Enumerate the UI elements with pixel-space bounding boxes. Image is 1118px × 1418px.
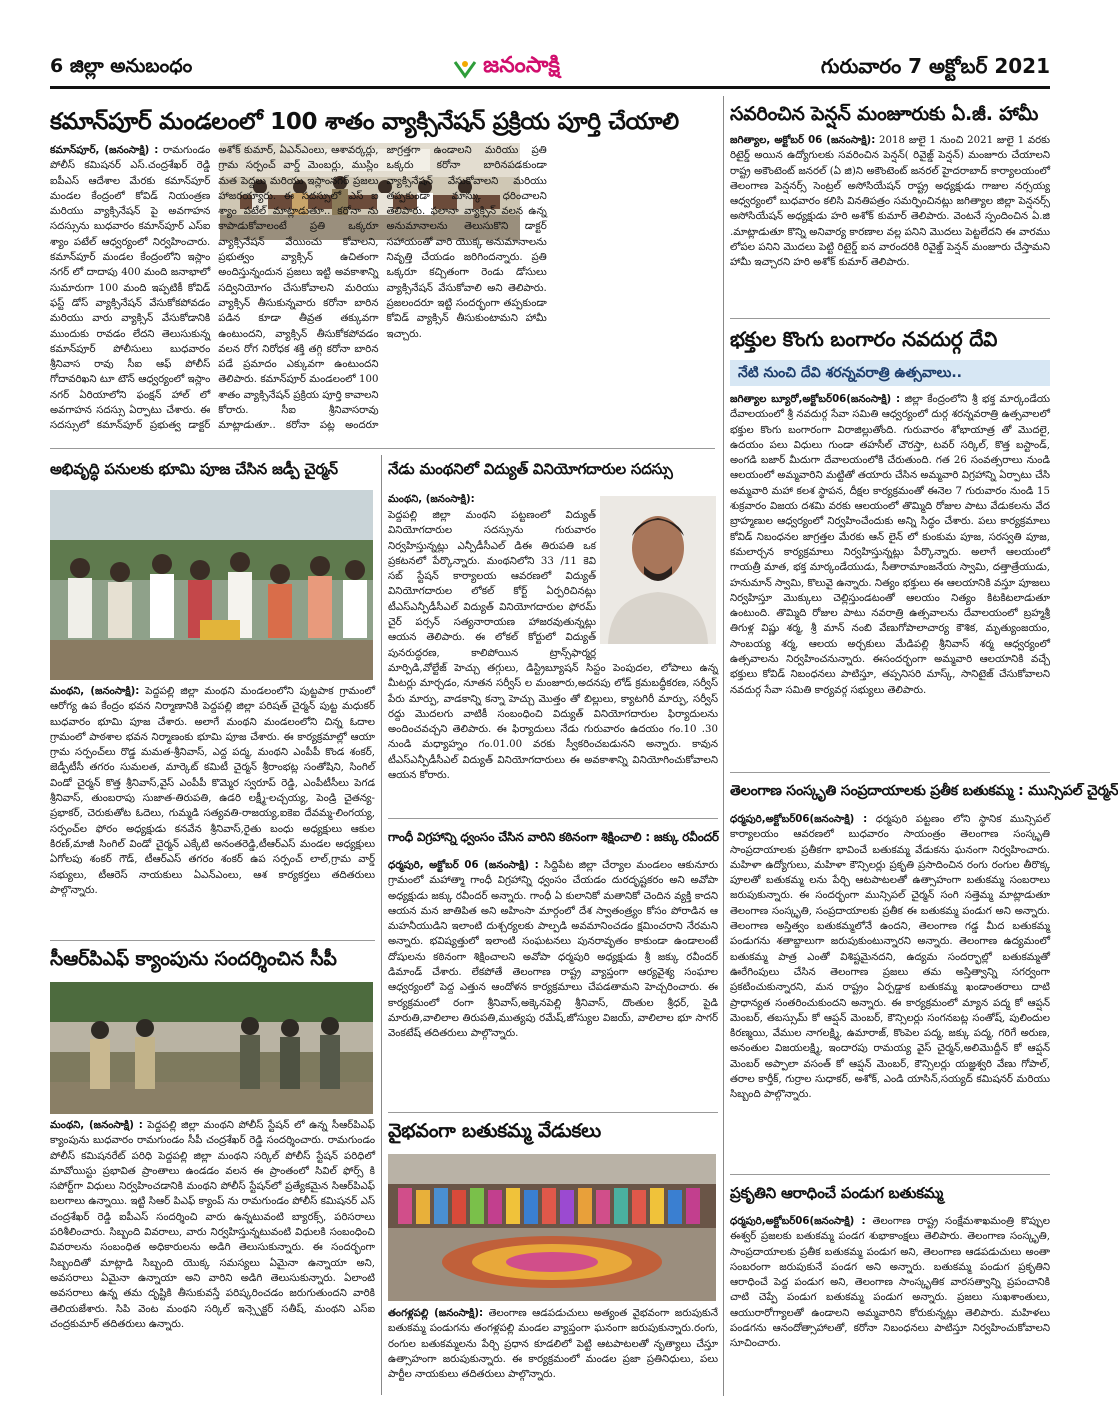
headline: సవరించిన పెన్షన్ మంజూరుకు ఏ.జీ. హామీ bbox=[730, 103, 1039, 125]
article-pension-headline bbox=[730, 101, 1050, 131]
logo-mark-icon bbox=[453, 58, 477, 78]
dateline: తంగళ్లపల్లి (జనంసాక్షి): bbox=[388, 1308, 484, 1319]
article-electricity-headline bbox=[388, 458, 718, 486]
article-gandhi bbox=[388, 858, 718, 1108]
headline: భక్తుల కొంగు బంగారం నవదుర్గ దేవి bbox=[730, 327, 998, 351]
section-divider bbox=[388, 1112, 718, 1113]
headline: తెలంగాణ సంస్కృతి సంప్రదాయాలకు ప్రతీక బతుకమ్మ : మున్సిపల్ చైర్మన్ bbox=[730, 783, 1118, 799]
article-celebrations bbox=[388, 1306, 718, 1402]
article-body: జిల్లా కేంద్రంలోని శ్రీ భక్త మార్కండేయ దేవాలయంలో శ్రీ నవదుర్గ సేవా సమితి ఆధ్వర్యంలో దుర్గ శరన్నవరాత్రి ఉత్సవాలలో భక్తుల కొంగు బంగారంగా విరాజిల్లుతోంది. గురువారం శోభాయాత్ర తో మొదలై, ఉదయం పలు విధులు గుండా తహసీల్ చౌరస్తా, టవర్ సర్కిల్, కొత్త బస్టాండ్, అంగడి బజార్ మీదుగా దేవాలయంలోకి చేరుతుంది. గత 26 సంవత్సరాలు నుండి ఆలయంలో అమ్మవారిని మట్టితో తయారు చేసిన అమ్మవారి విగ్రహాన్ని ఏర్పాటు చేసి అమ్మవారి మహా కలశ స్థాపన, దీక్షల కార్యక్రమంతో ఈనెల 7 గురువారం నుండి 15 శుక్రవారం విజయ దశమి వరకు ఆలయంలో తొమ్మిది రోజుల పాటు వేడుకలను వేద బ్రాహ్మణుల ఆధ్వర్యంలో నిర్వహించేందుకు అన్ని సిద్ధం చేశారు. పలు కార్యక్రమాలు కోవిడ్ నిబంధనల జాగ్రత్తల మేరకు ఆన్ లైన్ లో కుంకుమ పూజ, సరస్వతి పూజ, కమలార్చన కార్యక్రమాలు నిర్వహిస్తున్నట్లు పేర్కొన్నారు. అలాగే ఆలయంలో గాయత్రీ మాత, భక్త మార్కండేయుడు, సీతారామాంజనేయ స్వామి, దత్తాత్రేయుడు, హనుమాన్ స్వామి, కొలువై ఉన్నారు. నిత్యం భక్తులు ఈ ఆలయానికి వస్తూ పూజలు నిర్వహిస్తూ మొక్కులు చెల్లిస్తుండటంతో ఆలయం నిత్యం కిటకిటలాడుతూ ఉంటుంది. తొమ్మిది రోజుల పాటు నవరాత్రి ఉత్సవాలను దేవాలయంలో బ్రహ్మశ్రీ తిగుళ్ల విష్ణు శర్మ, శ్రీ మాన్ నంబి వేణుగోపాలాచార్య కౌశిక, మృత్యుంజయం, సాంబయ్య శర్మ, ఆలయ అర్చకులు మేడిపల్లి శ్రీనివాస్ శర్మ ఆధ్వర్యంలో ఉత్సవాలను నిర్వహించనున్నారు. ఈసందర్భంగా అమ్మవారి ఆలయానికి వచ్చే భక్తులు కోవిడ్ నిబంధనలు పాటిస్తూ, తప్పనిసరి మాస్క్, సానిటైజ్ చేసుకోవాలని నవదుర్గ సేవా సమితి కార్యవర్గ సభ్యులు తెలిపారు. bbox=[730, 394, 1050, 696]
headline: నేడు మంథనిలో విద్యుత్ వినియోగదారుల సదస్సు bbox=[388, 460, 673, 478]
section-divider bbox=[730, 318, 1050, 319]
article-body: సిద్దిపేట జిల్లా చేర్యాల మండలం ఆకునూరు గ్రామంలో మహాత్మా గాంధీ విగ్రహాన్ని ధ్వంసం చేయడం దురదృష్టకరం అని అవోపా అధ్యక్షుడు జక్కు రవీందర్ అన్నారు. గాంధీ ఏ కులానికో మతానికో చెందిన వ్యక్తి కాదని ఆయన మన జాతిపిత అని అహింసా మార్గంలో దేశ స్వాతంత్ర్యం కోసం పోరాడిన ఆ మహనీయుడిని ఇలాంటి దుశ్చర్యలకు పాల్పడి అవమానించడం క్షమించరాని నేరమని అన్నారు. భవిష్యత్తులో ఇలాంటి సంఘటనలు పునరావృతం కాకుండా ఉండాలంటే దోషులను కఠినంగా శిక్షించాలని అవోపా ధర్మపురి అధ్యక్షుడు శ్రీ జక్కు రవీందర్ డిమాండ్ చేశారు. లేకపోతే తెలంగాణ రాష్ట్ర వ్యాప్తంగా ఆర్యవైశ్య సంఘాల ఆధ్వర్యంలో పెద్ద ఎత్తున ఆందోళన కార్యక్రమాలు చేపడతామని హెచ్చరించారు. ఈ కార్యక్రమంలో రంగా శ్రీనివాస్,అక్కెనపెల్లి శ్రీనివాస్, దొంతుల శ్రీధర్, పైడి మారుతి,వాలిలాల తిరుపతి,ముత్యపు రమేష్,జోస్యుల విజయ్, వాలిలాల భూ సాగర్ వెంకటేష్ తదితరులు పాల్గొన్నారు. bbox=[388, 860, 718, 1040]
dateline: మంథని, (జనంసాక్షి): bbox=[388, 494, 475, 505]
article-navadurga-headline bbox=[730, 326, 1050, 356]
article-bhoomi-puja-headline bbox=[50, 458, 375, 486]
article-electricity bbox=[388, 508, 718, 814]
crpf-camp-photo bbox=[50, 982, 373, 1114]
logo-text: జనంసాక్షి bbox=[483, 53, 561, 78]
article-bhoomi-puja bbox=[50, 684, 375, 936]
masthead bbox=[50, 52, 1050, 84]
article-body: పెద్దపల్లి జిల్లా మంథని పట్టణంలో విద్యుత్ వినియోగదారుల సదస్సును గురువారం నిర్వహిస్తున్నట్లు ఎన్పీడీసీఎల్ డిఈ తిరుపతి ఒక ప్రకటనలో పేర్కొన్నారు. మంథనిలోని 33 /11 కెవి సబ్ స్టేషన్ కార్యాలయ ఆవరణలో విద్యుత్ వినియోగదారుల లోకల్ కోర్ట్ ఏర్పరిచినట్లు టీఎస్ఎన్పీడీసీఎల్ విద్యుత్ వినియోగదారుల ఫోరమ్ చైర్ పర్సన్ సత్యనారాయణ హాజరవుతున్నట్లు ఆయన తెలిపారు. ఈ లోకల్ కోర్టులో విద్యుత్ పునరుద్ధరణ, కాలిపోయిన ట్రాన్స్‌ఫార్మర్ల మార్పిడి,వోల్టేజ్ హెచ్చు తగ్గులు, డిస్ట్రిబ్యూషన్ సిస్టం పెంపుదల, లోపాలు ఉన్న మీటర్లు మార్చడం, నూతన సర్వీస్ ల మంజూరు,అదనపు లోడ్ క్రమబద్ధీకరణ, సర్వీస్ పేరు మార్పు, వాడకాన్ని కన్నా హెచ్చు మొత్తం తో బిల్లులు, క్యాటగిరీ మార్పు, సర్వీస్ రద్దు మొదలగు వాటికీ సంబంధించి విద్యుత్ వినియోగదారుల ఫిర్యాదులను అందించవచ్చని తెలిపారు. ఈ ఫిర్యాదులు నేడు గురువారం ఉదయం గం.10 .30 నుండి మధ్యాహ్నం గం.01.00 వరకు స్వీకరించబడునని అన్నారు. కావున టీఎస్ఎన్పీడీసీఎల్ విద్యుత్ వినియోగదారులు ఈ అవకాశాన్ని వినియోగించుకోవాలని ఆయన కోరారు. bbox=[388, 510, 718, 782]
bathukamma-celebration-photo bbox=[388, 1154, 716, 1301]
headline: వైభవంగా బతుకమ్మ వేడుకలు bbox=[388, 1120, 602, 1142]
article-body: పెద్దపల్లి జిల్లా మంథని మండలంలోని పుట్టపాక గ్రామంలో ఆరోగ్య ఉప కేంద్రం భవన నిర్మాణానికి పెద్దపల్లి జిల్లా పరిషత్ చైర్మన్ పుట్ట మధుకర్ బుధవారం భూమి పూజ చేశారు. అలాగే మంథని మండలంలోని చిన్న ఓదాల గ్రామంలో పాఠశాల భవన నిర్మాణంకు భూమి పూజ చేశారు. ఈ కార్యక్రమాల్లో ఆయా గ్రామ సర్పంచ్‌లు రొడ్డ మమత-శ్రీనివాస్, ఎద్ద పద్మ, మంథని ఎంపీపీ కొండ శంకర్, జెడ్పీటీసీ తగరం సుమలత, మార్కెట్ కమిటీ చైర్మన్ శ్రీరాంభట్ల సంతోషిని, సింగిల్ విండో చైర్మన్ కొత్త శ్రీనివాస్,వైస్ ఎంపీపీ కొమ్మెర స్వరూప్ రెడ్డి, ఎంపీటీసీలు పెగడ శ్రీనివాస్, తుంబరాపు సుజాత-తిరుపతి, ఉడరి లక్ష్మీ-లచ్చయ్య, పెండ్రి చైతన్య-ప్రభాకర్, చెరుకుతోట ఓదెలు, గుమ్మడి సత్యవతి-రాజయ్య,ఐకెఐ దేవమ్మ-లింగయ్య, సర్పంచ్‌ల ఫోరం అధ్యక్షుడు కనవేన శ్రీనివాస్,రైతు బంధు అధ్యక్షులు ఆకుల కిరణ్,మాజీ సింగిల్ విండో చైర్మన్ ఎక్కేటి అనంతరెడ్డి,టీఆర్ఎస్ మండల అధ్యక్షులు ఏగోలపు శంకర్ గౌడ్, టీఆర్ఎస్ తగరం శంకర్ ఉప సర్పంచ్ లాల్,గ్రామ వార్డ్ సభ్యులు, టీఆరెస్ నాయకులు ఏఎన్ఎంలు, ఆశ కార్యకర్తలు తదితరులు పాల్గొన్నారు. bbox=[50, 686, 375, 896]
article-nature bbox=[730, 1214, 1050, 1402]
section-divider bbox=[388, 818, 718, 819]
dateline: ధర్మపురి, అక్టోబర్ 06 (జనంసాక్షి) : bbox=[388, 860, 539, 871]
dateline: ధర్మపురి,అక్టోబర్06(జనంసాక్షి) : bbox=[730, 814, 868, 825]
headline: గాంధీ విగ్రహాన్ని ధ్వంసం చేసిన వారిని కఠినంగా శిక్షించాలి : జక్కు రవీందర్ bbox=[388, 830, 719, 844]
section-divider bbox=[50, 940, 375, 941]
article-celebrations-headline bbox=[388, 1118, 718, 1148]
section-divider bbox=[730, 772, 1050, 773]
article-vaccination bbox=[50, 143, 715, 443]
article-body: తెలంగాణ రాష్ట్ర సంక్షేమశాఖమంత్రి కొప్పుల ఈశ్వర్ ప్రజలకు బతుకమ్మ పండగ శుభాకాంక్షలు తెలిపారు. తెలంగాణ సంస్కృతి, సాంప్రదాయాలకు ప్రతీక బతుకమ్మ పండుగ అని, తెలంగాణ ఆడపడుచులు అంతా సంబరంగా జరుపుకునే పండగ అని అన్నారు. బతుకమ్మ పండుగ ప్రకృతిని ఆరాధించే పెద్ద పండుగ అని, తెలంగాణ సాంస్కృతిక వారసత్వాన్ని ప్రపంచానికి చాటి చెప్పే పండుగ బతుకమ్మ పండుగ అన్నారు. ప్రజలు సుఖశాంతులు, ఆయురారోగ్యాలతో ఉండాలని అమ్మవారిని కోరుకున్నట్లు తెలిపారు. మహిళలు పండగను ఆనందోత్సాహాలతో, కరోనా నిబంధనలు పాటిస్తూ నిర్వహించుకోవాలని సూచించారు. bbox=[730, 1216, 1050, 1350]
article-vaccination-headline bbox=[50, 105, 715, 139]
newspaper-logo bbox=[453, 53, 560, 83]
article-crpf-headline bbox=[50, 946, 375, 976]
headline: ప్రకృతిని ఆరాధించే పండుగ బతుకమ్మ bbox=[730, 1184, 944, 1202]
article-navadurga bbox=[730, 392, 1050, 766]
article-municipal-headline bbox=[730, 780, 1118, 808]
article-body: 2018 జులై 1 నుంచి 2021 జులై 1 వరకు రిటైర్డ్ అయిన ఉద్యోగులకు సవరించిన పెన్షన్( రివైజ్డ్ పెన్షన్) మంజూరు చేయాలని రాష్ట్ర అకౌంటెంట్ జనరల్ (ఏ జి)ని అకౌంటెంట్ జనరల్ హైదరాబాద్ కార్యాలయంలో తెలంగాణ పెన్షనర్స్ సెంట్రల్ అసోసియేషన్ రాష్ట్ర అధ్యక్షుడు గాజుల నర్సయ్య ఆధ్వర్యంలో బుధవారం కలిసి వినతిపత్రం సమర్పించినట్లు జగిత్యాల జిల్లా పెన్షనర్స్ అసోసియేషన్ అధ్యక్షుడు హరి అశోక్ కుమార్ తెలిపారు. వెంటనే స్పందించిన ఏ.జి .మాట్లాడుతూ కొన్ని అనివార్య కారణాల వల్ల పనిని మొదలు పెట్టలేదని ఈ వారము లోపల పనిని మొదలు పెట్టి రిటైర్డ్ ఐన వారందరికి రివైజ్డ్ పెన్షన్ మంజూరు చేస్తామని హామీ ఇచ్చారని హరి అశోక్ కుమార్ తెలిపారు. bbox=[730, 135, 1050, 269]
article-crpf bbox=[50, 1118, 375, 1400]
article-gandhi-headline bbox=[388, 826, 718, 854]
dateline: కమాన్‌పూర్, (జనంసాక్షి) : bbox=[50, 145, 159, 156]
issue-date: గురువారం 7 అక్టోబర్ 2021 bbox=[820, 53, 1050, 78]
article-body: తెలంగాణ ఆడపడుచులు అత్యంత వైభవంగా జరుపుకునే బతుకమ్మ పండుగను తంగళ్లపల్లి మండల వ్యాప్తంగా ఘనంగా జరుపుకున్నారు.రంగు, రంగుల బతుకమ్మలను పేర్చి ప్రధాన కూడలిలో పెట్టి ఆటపాటలతో నృత్యాలు చేస్తూ ఉత్సాహంగా జరుపుకున్నారు. ఈ కార్యక్రమంలో మండల ప్రజా ప్రతినిధులు, పలు పార్టీల నాయకులు తదితరులు పాల్గొన్నారు. bbox=[388, 1308, 718, 1381]
dateline: జగిత్యాల బ్యూరో,అక్టోబర్06(జనంసాక్షి) : bbox=[730, 394, 901, 405]
photo-spacer bbox=[596, 508, 718, 648]
column-divider bbox=[381, 455, 382, 1395]
headline: సీఆర్‌పిఎఫ్ క్యాంపును సందర్శించిన సీపీ bbox=[50, 948, 337, 970]
dateline: మంథని, (జనంసాక్షి) : bbox=[50, 1120, 143, 1131]
dateline: మంథని, (జనంసాక్షి): bbox=[50, 686, 140, 697]
masthead-rule bbox=[50, 86, 1050, 89]
headline: అభివృద్ధి పనులకు భూమి పూజ చేసిన జడ్పీ చైర్మన్ bbox=[50, 460, 338, 478]
article-nature-headline bbox=[730, 1182, 1050, 1212]
headline: కమాన్‌పూర్ మండలంలో 100 శాతం వ్యాక్సినేషన్ ప్రక్రియ పూర్తి చేయాలి bbox=[50, 109, 679, 135]
section-divider bbox=[730, 1174, 1050, 1175]
article-body: రామగుండం పోలీస్ కమిషనర్ ఎస్.చంద్రశేఖర్ రెడ్డి ఐపీఎస్ ఆదేశాల మేరకు కమాన్‌పూర్ మండల కేంద్రంలో కోవిడ్ నియంత్రణ మరియు వ్యాక్సినేషన్ పై అవగాహన సదస్సును బుధవారం కమాన్‌పూర్ ఎస్ఐ శ్యాం పటేల్ ఆధ్వర్యంలో నిర్వహించారు. కమాన్‌పూర్ మండల కేంద్రంలోని ఇస్లాం నగర్ లో దాదాపు 400 మంది జనాభాలో సుమారుగా 100 మంది ఇప్పటికీ కోవిడ్ ఫస్ట్ డోస్ వ్యాక్సినేషన్ వేసుకోకపోవడం మరియు వారు వ్యాక్సిన్ వేసుకోడానికి ముందుకు రావడం లేదని తెలుసుకున్న కమాన్‌పూర్ పోలీసులు బుధవారం శ్రీనివాస రావు సీఐ ఆఫ్ పోలీస్ గోదావరిఖని టూ టౌన్ ఆధ్వర్యంలో ఇస్లాం నగర్ ఏరియాలోని ఫంక్షన్ హాల్ లో అవగాహన సదస్సు ఏర్పాటు చేశారు. ఈ సదస్సులో కమాన్‌పూర్ ప్రభుత్వ డాక్టర్ అశోక్ కుమార్, ఏఎన్ఎంలు, ఆశావర్కర్లు, గ్రామ సర్పంచ్ వార్డ్ మెంబర్లు, ముస్లిం మత పెద్దలు మరియు ఇస్లాంనగర్ ప్రజలు హాజరయ్యారు. ఈ సదస్సులో ఎస్ ఐ శ్యాం పటేల్ మాట్లాడుతూ.. కరోనా ను కాపాడుకోవాలంటే ప్రతి ఒక్కరూ వ్యాక్సినేషన్ వేయించు కోవాలని, ప్రభుత్వం వ్యాక్సిన్ ఉచితంగా అందిస్తున్నందున ప్రజలు ఇట్టి అవకాశాన్ని సద్వినియోగం చేసుకోవాలని మరియు వ్యాక్సిన్ తీసుకున్నవారు కరోనా బారిన పడిన కూడా తీవ్రత తక్కువగా ఉంటుందని, వ్యాక్సిన్ తీసుకోకపోవడం వలన రోగ నిరోధక శక్తి తగ్గి కరోనా బారిన పడే ప్రమాదం ఎక్కువగా ఉంటుందని తెలిపారు. కమాన్‌పూర్ మండలంలో 100 శాతం వ్యాక్సినేషన్ ప్రక్రియ పూర్తి కావాలని కోరారు. సీఐ శ్రీనివాసరావు మాట్లాడుతూ.. కరోనా పట్ల అందరూ జాగ్రత్తగా ఉండాలని మరియు ప్రతి ఒక్కరు కరోనా బారినపడకుండా వ్యాక్సినేషన్ వేసుకోవాలని మరియు తప్పకుండా మాస్కు ధరించాలని తెలిపారు. ఫలానా వ్యాక్సిన్ వలన ఉన్న అనుమానాలను తెలుసుకొని డాక్టర్ సహాయంతో వారి యొక్క అనుమానాలను నివృత్తి చేయడం జరిగిందన్నారు. ప్రతి ఒక్కరూ కచ్చితంగా రెండు డోసులు వ్యాక్సినేషన్ వేసుకోవాలి అని తెలిపారు. ప్రజలందరూ ఇట్టి సందర్భంగా తప్పకుండా కోవిడ్ వ్యాక్సిన్ తీసుకుంటామని హామీ ఇచ్చారు. bbox=[50, 145, 547, 432]
subheadline: నేటి నుంచి దేవి శరన్నవరాత్రి ఉత్సవాలు.. bbox=[730, 360, 1050, 386]
article-pension bbox=[730, 133, 1050, 313]
column-divider bbox=[723, 96, 724, 1396]
article-municipal bbox=[730, 812, 1050, 1170]
article-body: ధర్మపురి పట్టణం లోని స్థానిక మున్సిపల్ కార్యాలయం ఆవరణలో బుధవారం సాయంత్రం తెలంగాణ సంస్కృతి సాంప్రదాయాలకు ప్రతీకగా భావించే బతుకమ్మ వేడుకను ఘనంగా నిర్వహించారు. మహిళా ఉద్యోగులు, మహిళా కౌన్సిలర్లు ప్రకృతి ప్రసాదించిన రంగు రంగుల తీరొక్క పూలతో బతుకమ్మ లను పేర్చి ఆటపాటలతో ఉత్సాహంగా బతుకమ్మ సంబరాలు జరుపుకున్నారు. ఈ సందర్భంగా మున్సిపల్ చైర్మన్ సంగి సత్తెమ్మ మాట్లాడుతూ తెలంగాణ సంస్కృతి, సంప్రదాయాలకు ప్రతీక ఈ బతుకమ్మ పండుగ అని అన్నారు. తెలంగాణ అస్తిత్వం బతుకమ్మలోనే ఉందని, తెలంగాణ గడ్డ మీద బతుకమ్మ పండుగను శతాబ్దాలుగా జరుపుకుంటున్నారని అన్నారు. తెలంగాణ ఉద్యమంలో బతుకమ్మ పాత్ర ఎంతో విశిష్టమైనదని, ఉద్యమ సందర్భాల్లో బతుకమ్మతో ఊరేగింపులు చేసిన తెలంగాణ ప్రజలు తమ అస్తిత్వాన్ని సగర్వంగా ప్రకటించుకున్నారని, మన రాష్ట్రం ఏర్పడ్డాక బతుకమ్మ ఖండాంతరాలు దాటి ప్రాధాన్యత సంతరించుకుందని అన్నారు. ఈ కార్యక్రమంలో మ్యాన పద్మ కో ఆప్షన్ మెంబర్, తబస్సుమ్ కో ఆప్షన్ మెంబర్, కౌన్సిలర్లు సంగనబట్ల సంతోష్, పులిందుల కిరణ్మయి, వేముల నాగలక్ష్మి, ఉమారాజ్, కొంపెల పద్మ, జక్కు పద్మ, గరిగే అరుణ, అనంతుల విజయలక్ష్మి, ఇందారపు రామయ్య వైస్ చైర్మన్,అలిమొద్దీన్ కో ఆప్షన్ మెంబర్ అప్పాలా వసంత్ కో ఆప్షన్ మెంబర్, కౌన్సిలర్లు యజ్ఞశ్వరి వేణు గోపాల్, తరాల కార్తీక్, గుర్రాల సుధాకర్, అశోక్, ఎండి యాసిన్,సయ్యద్ కమిషనర్ మరియు సిబ్బంది పాల్గొన్నారు. bbox=[730, 814, 1050, 1101]
section-divider bbox=[50, 448, 715, 449]
bhoomi-puja-photo bbox=[50, 490, 373, 680]
page-label: 6 జిల్లా అనుబంధం bbox=[50, 54, 193, 77]
dateline: జగిత్యాల, అక్టోబర్ 06 (జనంసాక్షి): bbox=[730, 135, 876, 146]
article-navadurga-subhead bbox=[730, 360, 1050, 386]
article-body: పెద్దపల్లి జిల్లా మంథని పోలీస్ స్టేషన్ లో ఉన్న సీఆర్‌పిఎఫ్ క్యాంపును బుధవారం రామగుండం సీపీ చంద్రశేఖర్ రెడ్డి సందర్శించారు. రామగుండం పోలీస్ కమిషనరేట్ పరిధి పెద్దపల్లి జిల్లా మంథని సర్కిల్ పోలీస్ స్టేషన్ పరిధిలో మావోయిస్టు ప్రభావిత ప్రాంతాలు ఉండడం వలన ఈ ప్రాంతంలో సివిల్ ఫోర్స్ కి సపోర్ట్‌గా విధులు నిర్వహించడానికి మంథని పోలీస్ స్టేషన్‌లో ప్రత్యేకమైన సిఆర్‌పిఎఫ్ బలగాలు ఉన్నాయి. ఇట్టి సిఆర్ పిఎఫ్ క్యాంప్ ను రామగుండం పోలీస్ కమిషనర్ ఎస్ చంద్రశేఖర్ రెడ్డి ఐపీఎస్ సందర్శించి వారు ఉన్నటువంటి బ్యారక్స్, పరిసరాలు పరిశీలించారు. సిబ్బంది వివరాలు, వారు నిర్వహిస్తున్నటువంటి విధులకి సంబంధించి వివరాలను సంబంధిత అధికారులను అడిగి తెలుసుకున్నారు. ఈ సందర్భంగా సిబ్బందితో మాట్లాడి సిబ్బంది యొక్క సమస్యలు ఏమైనా ఉన్నాయా అని, అవసరాలు ఏమైనా ఉన్నాయా అని వారిని అడిగి తెలుసుకున్నారు. ఏలాంటి అవసరాలు ఉన్న తమ దృష్టికి తీసుకువస్తే పరిష్కరించడం జరుగుతుందని వారికి తెలియజేశారు. సిపి వెంట మంథని సర్కిల్ ఇన్స్పెక్టర్ సతీష్, మంథని ఎస్ఐ చంద్రకుమార్ తదితరులు ఉన్నారు. bbox=[50, 1120, 375, 1330]
dateline: ధర్మపురి,అక్టోబర్06(జనంసాక్షి) : bbox=[730, 1216, 866, 1227]
